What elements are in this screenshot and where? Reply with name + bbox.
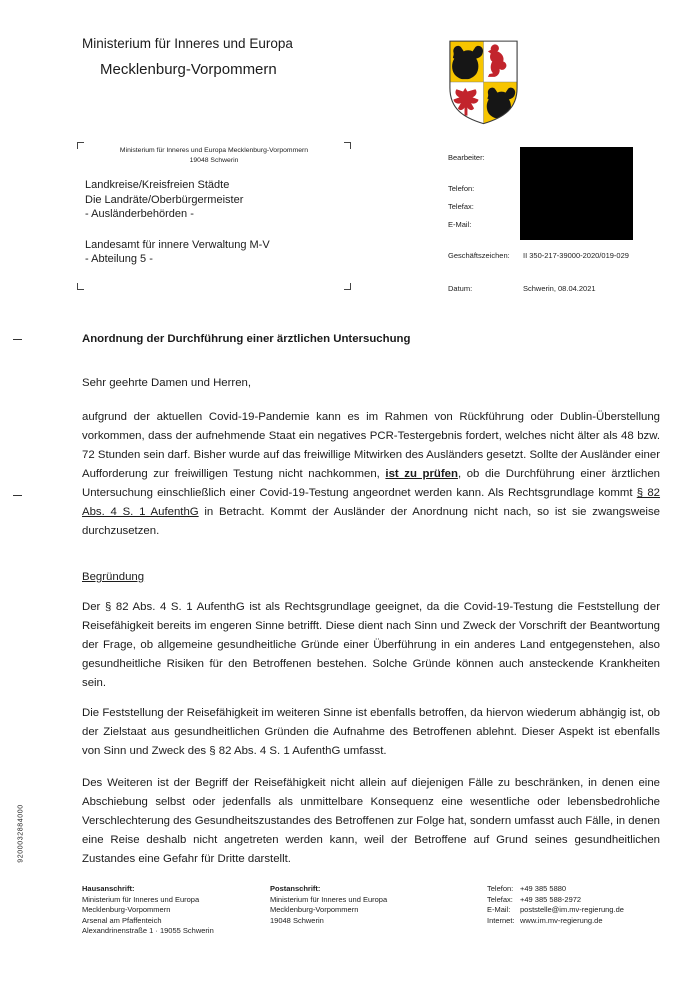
contact-value: poststelle@im.mv-regierung.de: [520, 905, 624, 914]
email-label: E-Mail:: [448, 220, 472, 229]
contact-label: Telefon:: [487, 884, 514, 893]
bearbeiter-label: Bearbeiter:: [448, 153, 485, 162]
contact-value: +49 385 588-2972: [520, 894, 582, 904]
punch-mark: [13, 495, 22, 496]
recipient-line: Landesamt für innere Verwaltung M-V: [85, 238, 270, 251]
ministry-name: Ministerium für Inneres und Europa: [82, 36, 293, 51]
footer-hausanschrift: [82, 884, 214, 937]
fold-mark: [13, 339, 22, 340]
barcode-number: 9200032884000: [17, 804, 25, 863]
salutation: Sehr geehrte Damen und Herren,: [82, 377, 252, 389]
letter-body: [82, 330, 660, 869]
contact-label: Telefax:: [487, 894, 513, 904]
return-address: [86, 146, 342, 165]
footer-postanschrift: [270, 884, 387, 926]
datum-value: Schwerin, 08.04.2021: [523, 284, 596, 293]
footer-line: Arsenal am Pfaffenteich: [82, 915, 162, 925]
datum-label: Datum:: [448, 284, 473, 293]
begruendung-heading: Begründung: [82, 571, 145, 583]
footer-line: Mecklenburg-Vorpommern: [270, 905, 359, 914]
footer-line: Mecklenburg-Vorpommern: [82, 905, 171, 914]
paragraph-text: , ob die Durchführung einer ärztlichen Untersuchung einschließlich einer Covid-19-Testung angeordnet werden kann. Als Rechtsgrundlage kommt: [82, 468, 660, 499]
recipient-line: - Abteilung 5 -: [85, 253, 153, 265]
body-paragraph: Der § 82 Abs. 4 S. 1 AufenthG ist als Rechtsgrundlage geeignet, da die Covid-19-Testung die Feststellung der Reisefähigkeit bereits im engeren Sinne betrifft. Diese dient nach Sinn und Zweck der Vorschrift der Beantwortung der Frage, ob allgemeine gesundheitliche Gründe einer Überführung in ein anderes Land entgegenstehen, also gesundheitliche Risiken für den Betroffenen bestehen. Solche Gründe können auch ansteckende Krankheiten sein.: [82, 601, 660, 689]
footer-line: Alexandrinenstraße 1 · 19055 Schwerin: [82, 926, 214, 935]
paragraph-text: in Betracht. Kommt der Ausländer der Anordnung nicht nach, so ist sie zwangsweise durchzusetzen.: [82, 506, 660, 537]
contact-label: Internet:: [487, 915, 515, 925]
emphasis-text: ist zu prüfen: [385, 468, 458, 480]
recipient-address: [85, 178, 270, 267]
body-paragraph: Die Feststellung der Reisefähigkeit im weiteren Sinne ist ebenfalls betroffen, da hiervon wiederum abhängig ist, ob der Zielstaat aus gesundheitlichen Gründen die Aufnahme des Betroffenen ablehnt. Dieser Aspekt ist ebenfalls von Sinn und Zweck des § 82 Abs. 4 S. 1 AufenthG umfasst.: [82, 707, 660, 757]
return-address-line: 19048 Schwerin: [189, 156, 239, 164]
paragraph-text: aufgrund der aktuellen Covid-19-Pandemie kann es im Rahmen von Rückführung oder Dublin-Überstellung vorkommen, dass der aufnehmende Staat ein negatives PCR-Testergebnis fordert, welches nicht älter als 48 bzw. 72 Stunden sein darf. Bisher wurde auf das freiwillige Mitwirken des Ausländers gesetzt. Sollte der Ausländer einer Aufforderung zur freiwilligen Testung nicht nachkommen,: [82, 411, 660, 480]
contact-label: E-Mail:: [487, 905, 511, 914]
contact-value: +49 385 5880: [520, 884, 567, 893]
footer-line: Ministerium für Inneres und Europa: [82, 894, 200, 904]
telefon-label: Telefon:: [448, 184, 475, 193]
telefax-label: Telefax:: [448, 202, 474, 211]
subject-line: Anordnung der Durchführung einer ärztlichen Untersuchung: [82, 333, 411, 345]
recipient-line: - Ausländerbehörden -: [85, 208, 194, 220]
return-address-line: Ministerium für Inneres und Europa Mecklenburg-Vorpommern: [119, 147, 309, 154]
redaction-box: [520, 147, 633, 240]
coat-of-arms-icon: [447, 38, 520, 126]
law-reference: § 82 Abs. 4 S. 1 AufenthG: [82, 487, 661, 518]
window-corner-mark: [344, 142, 351, 149]
footer-line: Ministerium für Inneres und Europa: [270, 894, 388, 904]
window-corner-mark: [77, 283, 84, 290]
body-paragraph: [82, 408, 660, 541]
footer-contact-row: [487, 916, 624, 927]
window-corner-mark: [77, 142, 84, 149]
recipient-line: Die Landräte/Oberbürgermeister: [85, 193, 244, 206]
footer-column-title: Postanschrift:: [270, 884, 321, 893]
contact-value: www.im.mv-regierung.de: [520, 915, 603, 925]
window-corner-mark: [344, 283, 351, 290]
footer-contact: [487, 884, 624, 926]
footer-line: 19048 Schwerin: [270, 915, 324, 925]
ministry-state: Mecklenburg-Vorpommern: [100, 61, 277, 78]
footer-contact-row: [487, 895, 624, 906]
geschaeftszeichen-label: Geschäftszeichen:: [448, 251, 510, 260]
geschaeftszeichen-value: II 350-217-39000-2020/019-029: [523, 251, 629, 260]
body-paragraph: Des Weiteren ist der Begriff der Reisefähigkeit nicht allein auf diejenigen Fälle zu beschränken, in denen eine Abschiebung selbst oder jedenfalls als unmittelbare Konsequenz eine wesentliche oder lebensbedrohliche Verschlechterung des Gesundheitszustandes des Betroffenen zur Folge hat, sondern umfasst auch Fälle, in denen eine Reise deshalb nicht angetreten werden kann, weil der Betroffene auf Grund seines gesundheitlichen Zustandes eine Gefahr für Dritte darstellt.: [82, 777, 660, 865]
footer-contact-row: [487, 905, 624, 916]
footer-column-title: Hausanschrift:: [82, 884, 135, 893]
recipient-line: Landkreise/Kreisfreien Städte: [85, 179, 230, 191]
footer-contact-row: [487, 884, 624, 895]
